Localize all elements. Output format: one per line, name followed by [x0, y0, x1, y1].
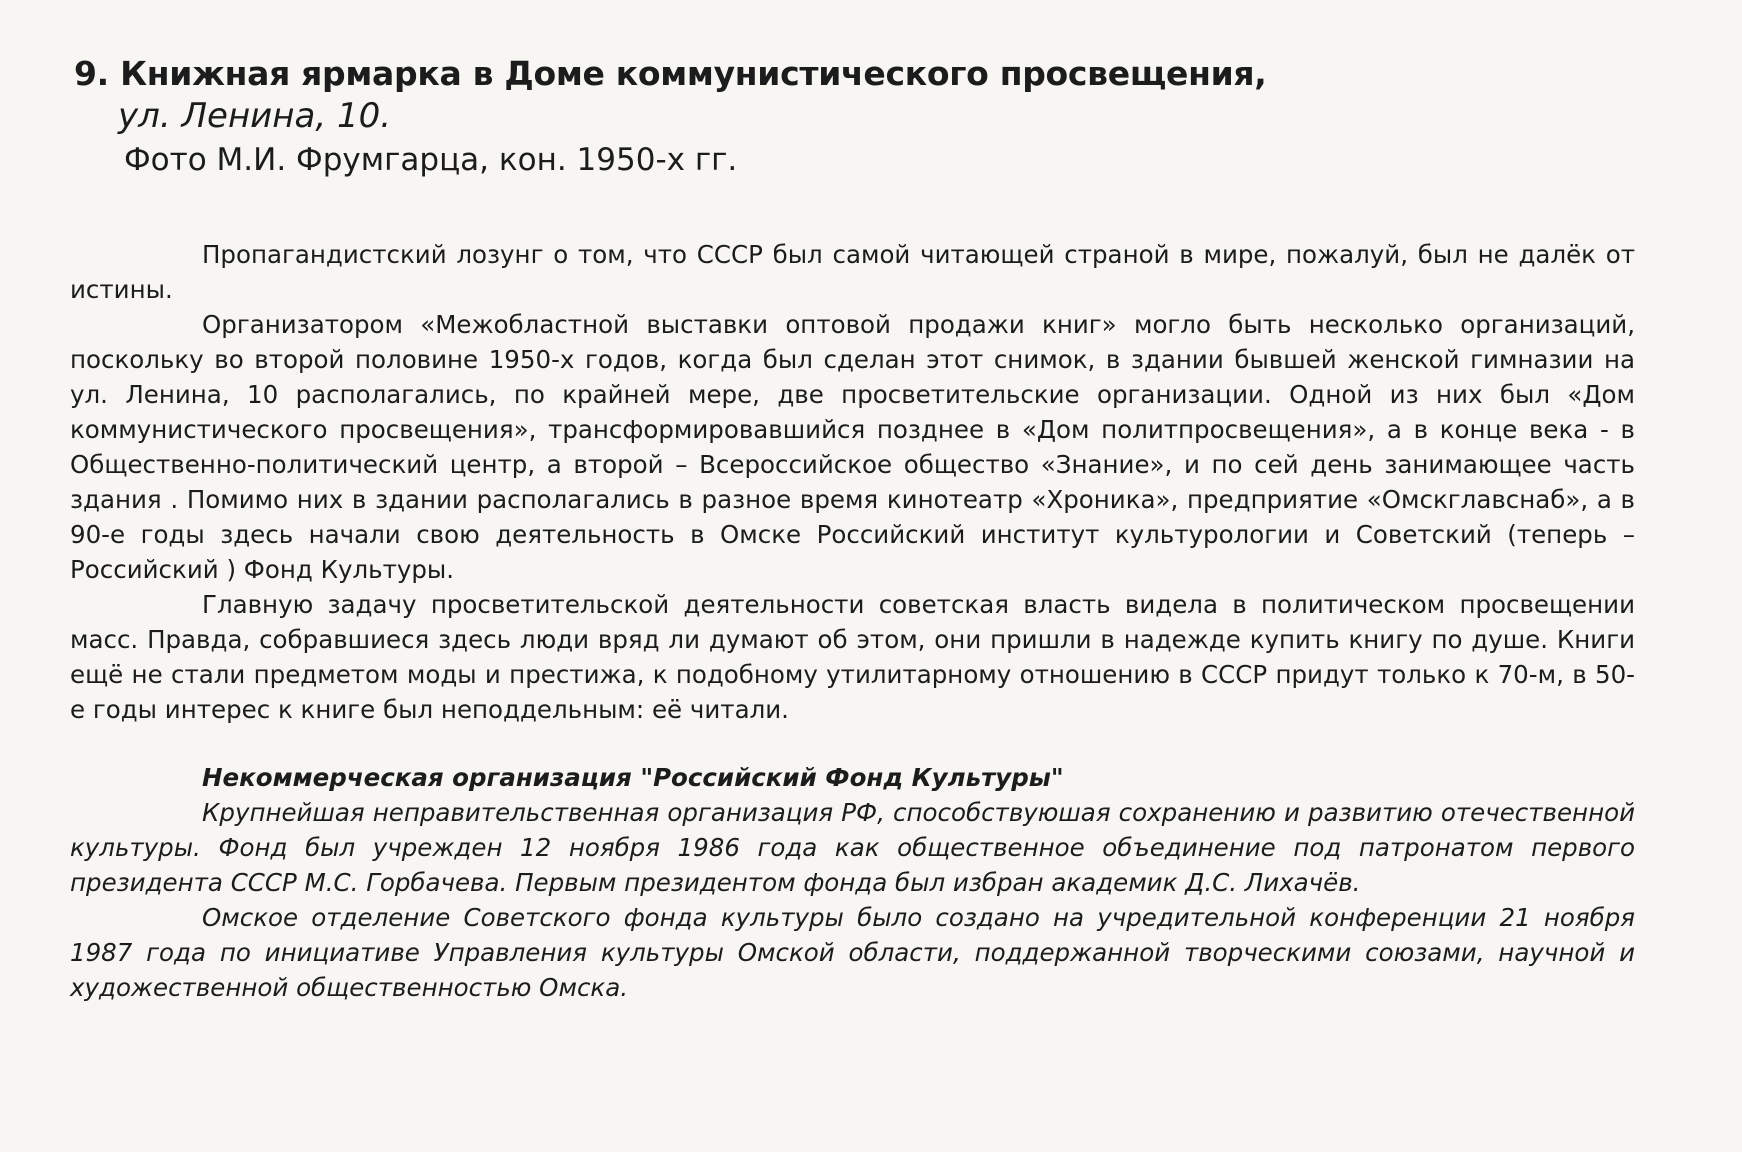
- body-paragraph-2: Организатором «Межобластной выставки оптовой продажи книг» могло быть несколько организаций, поскольку во второй половине 1950-х годов, когда был сделан этот снимок, в здании бывшей женской гимназии на ул. Ленина, 10 располагались, по крайней мере, две просветительские организации. Одной из них был «Дом коммунистического просвещения», трансформировавшийся позднее в «Дом политпросвещения», а в конце века - в Общественно-политический центр, а второй – Всероссийское общество «Знание», и по сей день занимающее часть здания . Помимо них в здании располагались в разное время кинотеатр «Хроника», предприятие «Омскглавснаб», а в 90-е годы здесь начали свою деятельность в Омске Российский институт культурологии и Советский (теперь – Российский ) Фонд Культуры.: [70, 310, 1635, 584]
- title-block: [74, 54, 1674, 182]
- section-paragraph-1: Крупнейшая неправительственная организация РФ, способствуюшая сохранению и развитию отечественной культуры. Фонд был учрежден 12 ноября 1986 года как общественное объединение под патронатом первого президента СССР М.С. Горбачева. Первым президентом фонда был избран академик Д.С. Лихачёв.: [70, 798, 1635, 897]
- foundation-section: [70, 760, 1635, 1005]
- page-subtitle-address: ул. Ленина, 10.: [118, 96, 392, 136]
- page-title: 9. Книжная ярмарка в Доме коммунистического просвещения,: [74, 54, 1267, 93]
- body-paragraph-1: Пропагандистский лозунг о том, что СССР был самой читающей страной в мире, пожалуй, был не далёк от истины.: [70, 240, 1635, 304]
- body-text: [70, 237, 1635, 727]
- section-paragraph-2: Омское отделение Советского фонда культуры было создано на учредительной конференции 21 ноября 1987 года по инициативе Управления культуры Омской области, поддержанной творческими союзами, научной и художественной общественностью Омска.: [70, 903, 1635, 1002]
- body-paragraph-3: Главную задачу просветительской деятельности советская власть видела в политическом просвещении масс. Правда, собравшиеся здесь люди вряд ли думают об этом, они пришли в надежде купить книгу по душе. Книги ещё не стали предметом моды и престижа, к подобному утилитарному отношению в СССР придут только к 70-м, в 50-е годы интерес к книге был неподдельным: её читали.: [70, 590, 1635, 724]
- photo-credit: Фото М.И. Фрумгарца, кон. 1950-х гг.: [124, 142, 738, 178]
- section-heading: Некоммерческая организация "Российский Фонд Культуры": [202, 763, 1064, 792]
